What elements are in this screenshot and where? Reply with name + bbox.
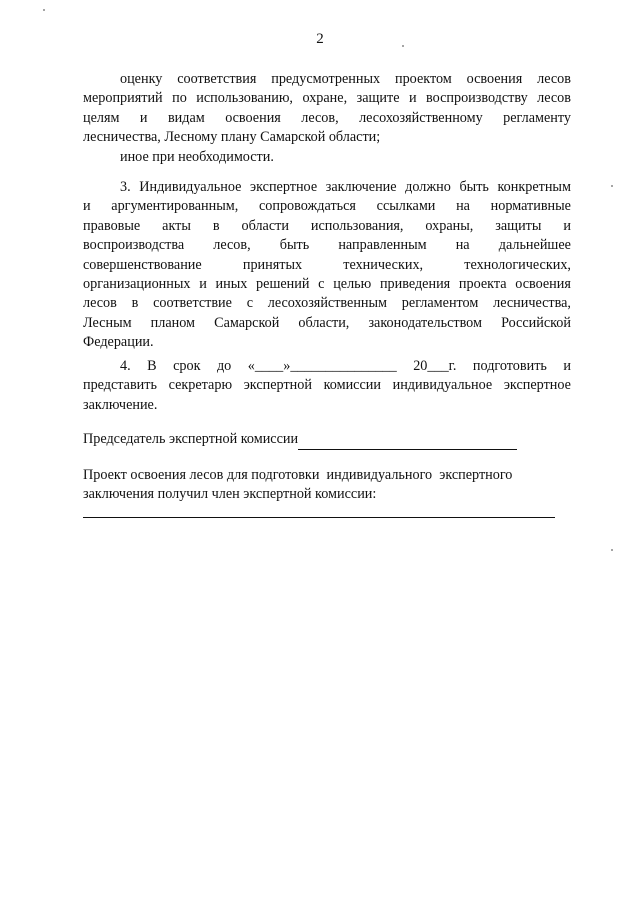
word: ссылками xyxy=(376,198,436,215)
paragraph-line: заключения получил член экспертной комиссии: xyxy=(83,486,377,503)
word: области xyxy=(241,217,289,234)
word: по xyxy=(172,90,187,107)
word: Лесным xyxy=(83,314,132,331)
word: лесохозяйственному xyxy=(359,109,483,126)
paragraph-line: Проект освоения лесов для подготовки индивидуального экспертного xyxy=(83,467,513,483)
paragraph-line xyxy=(83,197,571,216)
signature-field xyxy=(298,430,517,450)
word: лесохозяйственным xyxy=(267,295,388,312)
word: принятых xyxy=(242,256,303,273)
word: должно xyxy=(405,179,451,195)
paragraph-line: заключение. xyxy=(83,396,158,413)
word: проекта xyxy=(458,276,507,293)
word: области, xyxy=(298,314,350,331)
word: лесов, xyxy=(213,237,251,254)
word: организационных xyxy=(83,276,191,293)
word: планом xyxy=(150,314,196,331)
chairman-signature xyxy=(83,430,571,450)
word: Самарской xyxy=(214,314,280,331)
paragraph-line xyxy=(83,357,571,376)
word: технологических, xyxy=(464,256,571,273)
chairman-label: Председатель экспертной комиссии xyxy=(83,431,299,447)
word: регламентом xyxy=(401,295,479,312)
paragraph-line xyxy=(83,178,571,197)
paragraph-line: иное при необходимости. xyxy=(120,148,274,165)
word: лесов xyxy=(83,295,117,312)
word: с xyxy=(318,276,325,293)
paragraph-line xyxy=(83,70,571,89)
word: освоения xyxy=(225,109,281,126)
word: использования, xyxy=(310,217,404,234)
word: охране, xyxy=(302,90,348,107)
word: законодательством xyxy=(368,314,482,331)
word: с xyxy=(246,295,254,312)
word: целью xyxy=(333,276,372,293)
word: соответствие xyxy=(153,295,232,312)
word: соответствия xyxy=(177,71,257,87)
word: регламенту xyxy=(503,109,571,126)
word: совершенствование xyxy=(83,256,202,273)
signature-line xyxy=(83,430,571,450)
word: подготовить xyxy=(472,358,547,374)
word: Индивидуальное xyxy=(139,179,242,195)
word: «____»_______________ xyxy=(247,358,397,374)
word: сопровождаться xyxy=(258,198,356,215)
word: приведения xyxy=(379,276,451,293)
word: быть xyxy=(459,179,489,195)
word: 3. xyxy=(120,179,131,195)
word: акты xyxy=(162,217,191,234)
paragraph-3 xyxy=(83,178,571,353)
word: и xyxy=(563,217,571,234)
word: предусмотренных xyxy=(271,71,381,87)
word: защите xyxy=(356,90,400,107)
word: воспроизводству xyxy=(426,90,528,107)
word: защиты xyxy=(495,217,542,234)
scan-speck xyxy=(402,45,404,47)
word: лесов xyxy=(537,71,571,87)
word: целям xyxy=(83,109,120,126)
word: быть xyxy=(279,237,310,254)
word: лесов, xyxy=(301,109,339,126)
word: использованию, xyxy=(196,90,293,107)
paragraph-line xyxy=(83,217,571,236)
word: иных xyxy=(215,276,248,293)
word: на xyxy=(455,237,470,254)
word: правовые xyxy=(83,217,141,234)
word: индивидуальное xyxy=(392,377,493,394)
word: секретарю xyxy=(168,377,233,394)
word: 4. xyxy=(120,358,131,374)
word: нормативные xyxy=(490,198,571,215)
scan-speck xyxy=(43,9,45,11)
word: оценку xyxy=(120,71,163,87)
paragraph-line xyxy=(83,89,571,108)
word: освоения xyxy=(466,71,523,87)
paragraph-line xyxy=(83,314,571,333)
project-receipt xyxy=(83,466,571,505)
word: решений xyxy=(256,276,310,293)
member-signature-field xyxy=(83,505,555,518)
word: экспертное xyxy=(250,179,318,195)
paragraph-line xyxy=(83,109,571,128)
word: на xyxy=(456,198,470,215)
paragraph-line xyxy=(83,275,571,294)
word: лесничества, xyxy=(493,295,571,312)
page-number: 2 xyxy=(316,31,324,47)
word: конкретным xyxy=(497,179,571,195)
word: и xyxy=(139,109,148,126)
scan-speck xyxy=(611,185,613,187)
word: срок xyxy=(173,358,201,374)
word: до xyxy=(216,358,232,374)
word: представить xyxy=(83,377,157,394)
word: в xyxy=(131,295,139,312)
word: экспертное xyxy=(503,377,571,394)
paragraph-continuation xyxy=(83,70,571,167)
paragraph-line: Федерации. xyxy=(83,334,154,351)
word: технических, xyxy=(343,256,424,273)
word: экспертной xyxy=(243,377,312,394)
word: Российской xyxy=(501,314,571,331)
word: и xyxy=(83,198,91,215)
paragraph-line xyxy=(83,294,571,313)
word: проектом xyxy=(394,71,452,87)
paragraph-4 xyxy=(83,357,571,415)
word: аргументированным, xyxy=(111,198,239,215)
word: дальнейшее xyxy=(498,237,571,254)
word: видам xyxy=(167,109,205,126)
word: лесов xyxy=(537,90,571,107)
paragraph-line xyxy=(83,376,571,395)
word: 20___г. xyxy=(413,358,457,374)
word: и xyxy=(408,90,417,107)
word: В xyxy=(147,358,157,374)
word: и xyxy=(199,276,207,293)
word: воспроизводства xyxy=(83,237,185,254)
word: освоения xyxy=(515,276,571,293)
word: направленным xyxy=(338,237,427,254)
word: и xyxy=(563,358,571,374)
paragraph-line: лесничества, Лесному плану Самарской области; xyxy=(83,129,381,146)
word: охраны, xyxy=(425,217,474,234)
word: мероприятий xyxy=(83,90,163,107)
word: заключение xyxy=(325,179,397,195)
word: в xyxy=(212,217,220,234)
scan-speck xyxy=(611,549,613,551)
paragraph-line xyxy=(83,256,571,275)
paragraph-line xyxy=(83,236,571,255)
word: комиссии xyxy=(323,377,381,394)
